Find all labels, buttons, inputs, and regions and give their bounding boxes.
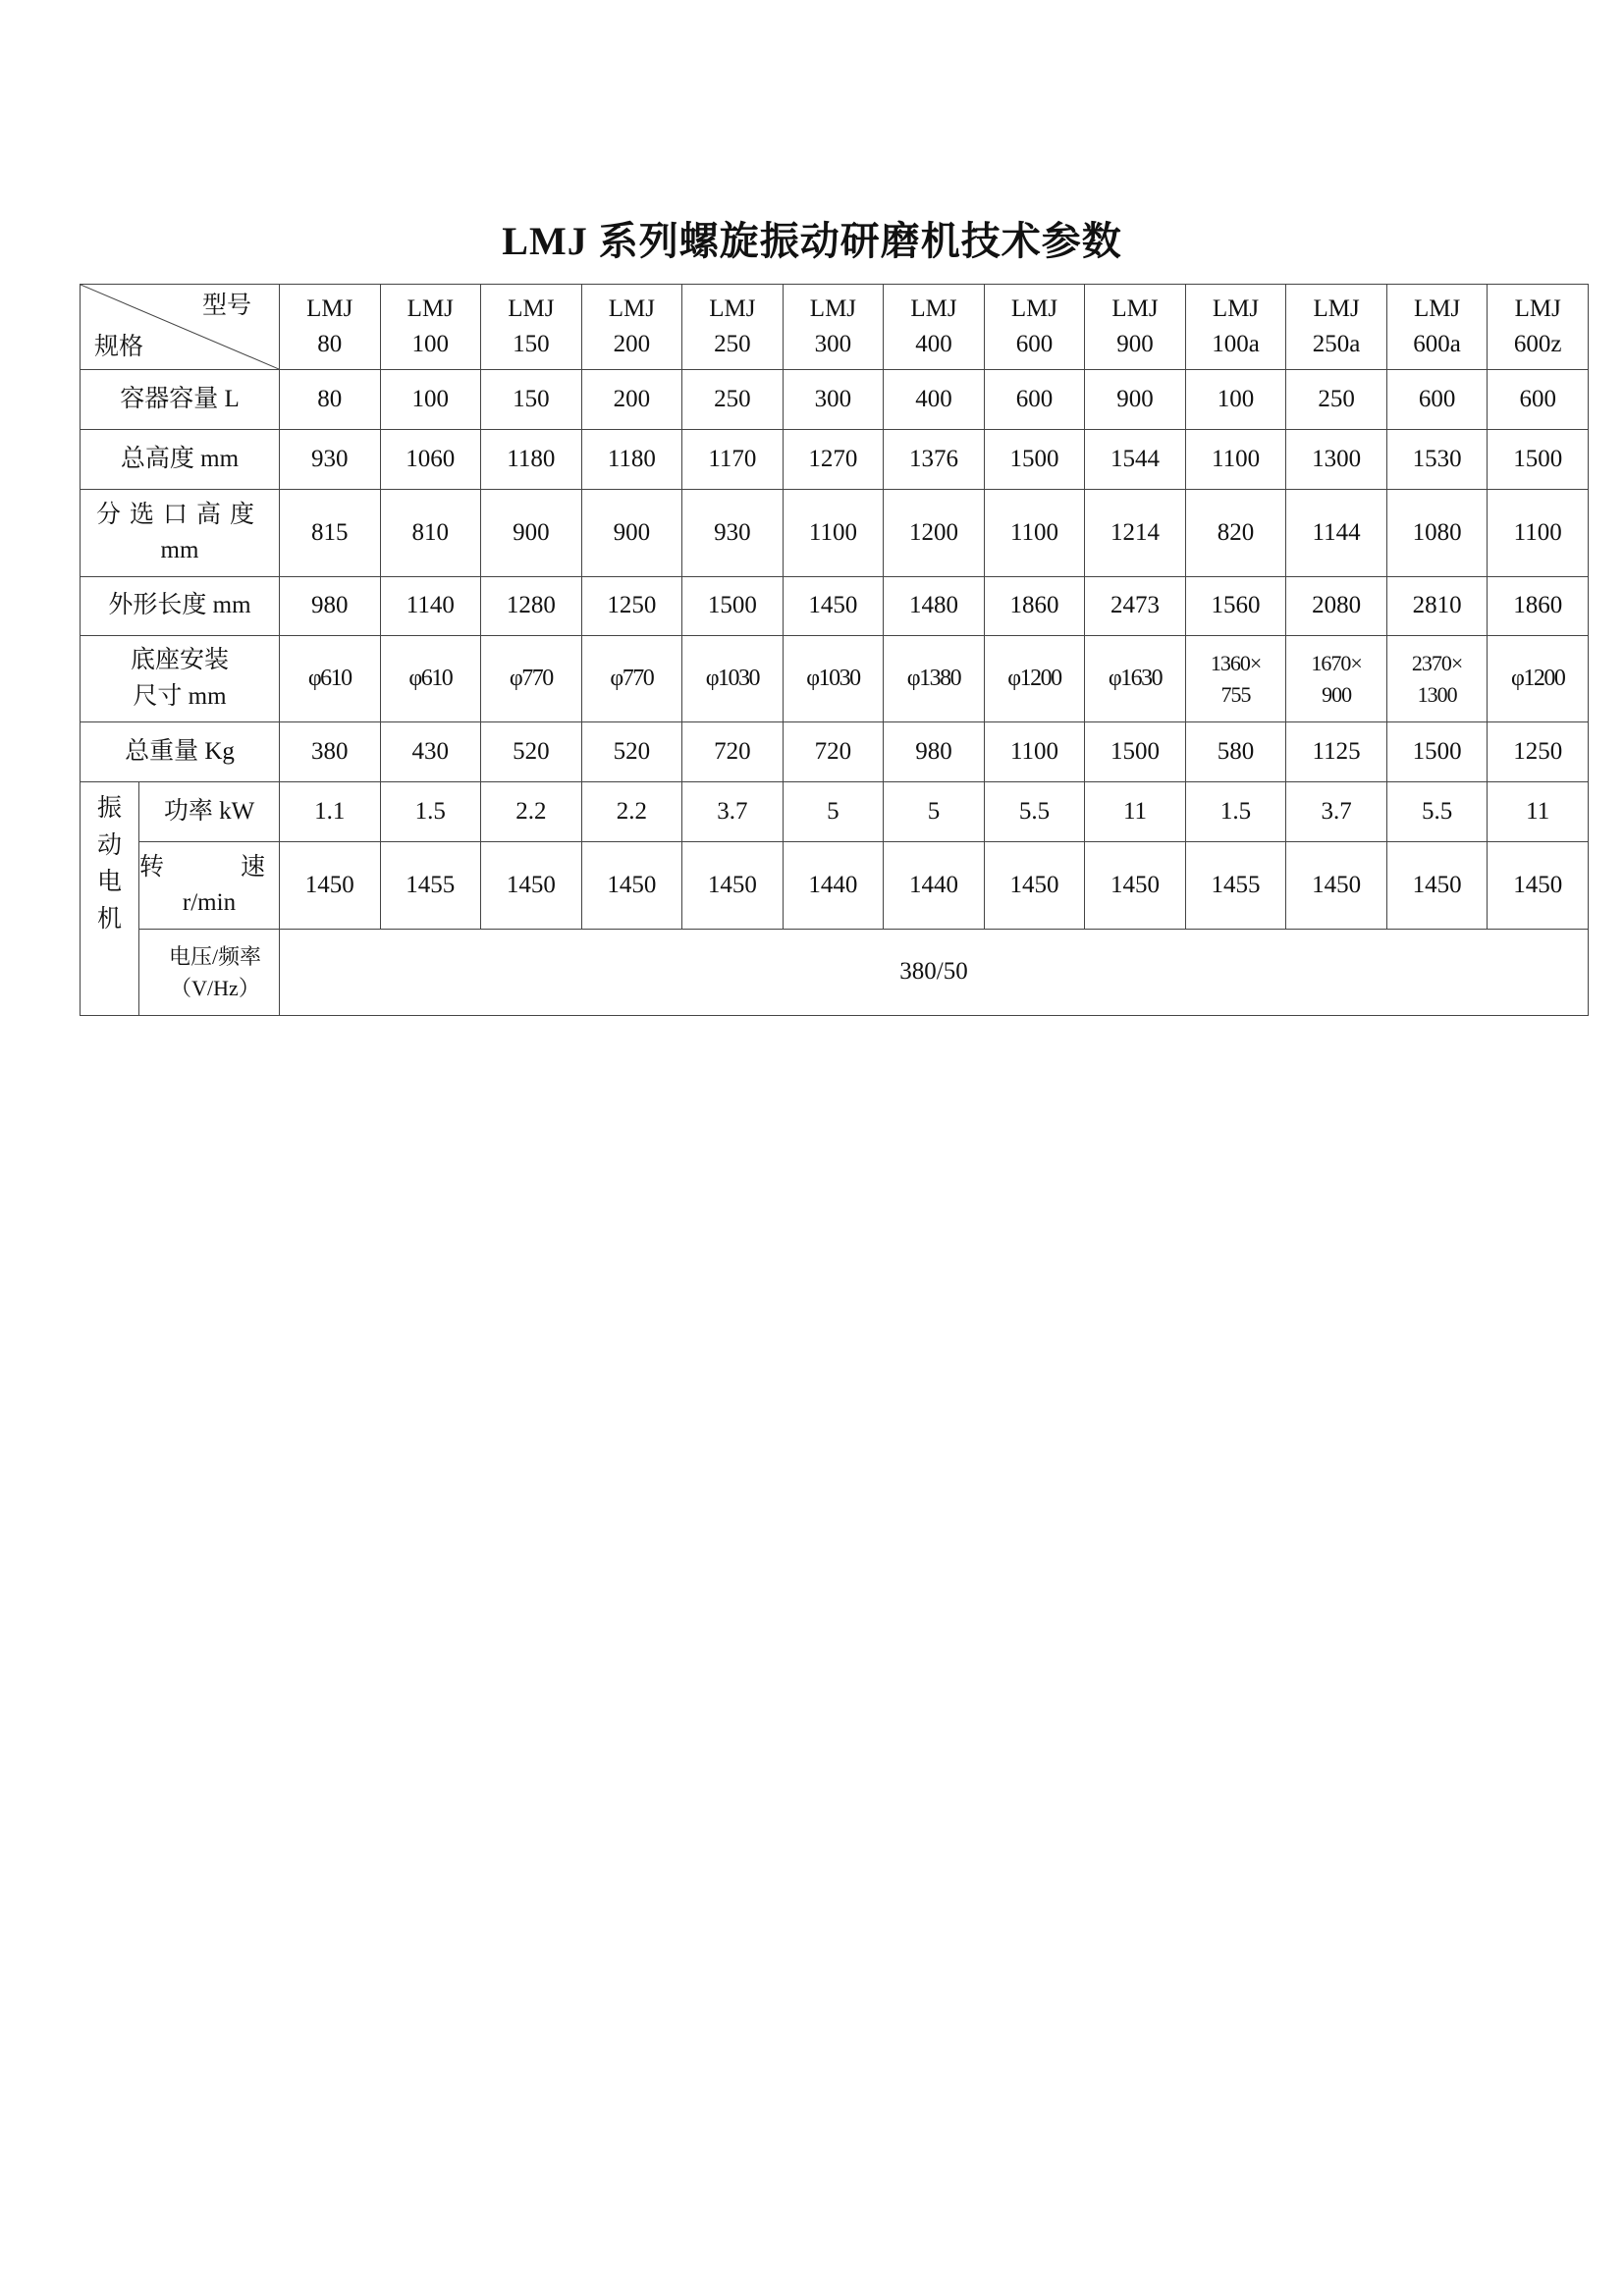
table-cell: 5 xyxy=(783,782,884,842)
table-cell: 1440 xyxy=(884,842,985,930)
table-cell: 2080 xyxy=(1286,577,1387,636)
model-header-cell xyxy=(581,285,682,370)
row-label-line1: 电压/频率 xyxy=(168,943,262,969)
model-number: 250 xyxy=(714,331,751,357)
model-prefix: LMJ xyxy=(1010,294,1058,322)
table-cell: 1.1 xyxy=(280,782,381,842)
table-cell: 1144 xyxy=(1286,490,1387,577)
table-cell: 900 xyxy=(1085,370,1186,430)
table-cell: 1500 xyxy=(1386,722,1488,782)
table-cell: 980 xyxy=(884,722,985,782)
model-prefix: LMJ xyxy=(1212,294,1260,322)
model-header-cell xyxy=(1185,285,1286,370)
model-header-cell xyxy=(1085,285,1186,370)
table-cell: 1450 xyxy=(280,842,381,930)
table-cell: 720 xyxy=(783,722,884,782)
table-cell: 1455 xyxy=(1185,842,1286,930)
model-number: 150 xyxy=(513,331,550,357)
cell-line: 755 xyxy=(1220,681,1251,707)
table-cell: 300 xyxy=(783,370,884,430)
table-cell: 930 xyxy=(280,430,381,490)
table-cell: 1280 xyxy=(481,577,582,636)
table-cell: 5 xyxy=(884,782,985,842)
table-cell: 200 xyxy=(581,370,682,430)
table-cell: 1300 xyxy=(1286,430,1387,490)
table-cell: 5.5 xyxy=(1386,782,1488,842)
table-cell: 5.5 xyxy=(984,782,1085,842)
model-number: 400 xyxy=(915,331,952,357)
table-cell: 1450 xyxy=(581,842,682,930)
table-cell: 1860 xyxy=(1488,577,1589,636)
model-number: 100a xyxy=(1212,331,1260,357)
weight-row xyxy=(81,722,1589,782)
model-header-cell xyxy=(1386,285,1488,370)
row-label: 功率 kW xyxy=(139,782,280,842)
table-cell: 1100 xyxy=(783,490,884,577)
model-number: 600 xyxy=(1015,331,1054,357)
table-cell xyxy=(1386,636,1488,722)
table-cell: 1450 xyxy=(481,842,582,930)
table-cell: 400 xyxy=(884,370,985,430)
row-label-part: 转 xyxy=(139,853,165,881)
table-cell: 600 xyxy=(1386,370,1488,430)
model-prefix: LMJ xyxy=(1111,294,1159,322)
table-cell: 1480 xyxy=(884,577,985,636)
cell-line: 2370× xyxy=(1411,650,1463,675)
table-cell: 1440 xyxy=(783,842,884,930)
header-row xyxy=(81,285,1589,370)
row-label: 外形长度 mm xyxy=(81,577,280,636)
model-header-cell xyxy=(682,285,784,370)
row-label: 容器容量 L xyxy=(81,370,280,430)
length-row xyxy=(81,577,1589,636)
model-prefix: LMJ xyxy=(1514,294,1561,322)
table-cell: φ1380 xyxy=(884,636,985,722)
model-prefix: LMJ xyxy=(406,294,454,322)
model-header-cell xyxy=(984,285,1085,370)
table-cell: 600 xyxy=(1488,370,1589,430)
table-cell: 150 xyxy=(481,370,582,430)
model-prefix: LMJ xyxy=(608,294,655,322)
table-cell: 1376 xyxy=(884,430,985,490)
model-prefix: LMJ xyxy=(1313,294,1360,322)
table-cell: 250 xyxy=(1286,370,1387,430)
table-cell: 1450 xyxy=(1085,842,1186,930)
table-cell: 1450 xyxy=(682,842,784,930)
table-cell: 100 xyxy=(1185,370,1286,430)
table-cell: 1250 xyxy=(581,577,682,636)
table-cell: φ1030 xyxy=(682,636,784,722)
table-cell: φ610 xyxy=(280,636,381,722)
table-cell: 1500 xyxy=(984,430,1085,490)
table-cell: φ770 xyxy=(481,636,582,722)
table-cell: φ610 xyxy=(380,636,481,722)
table-cell: 1450 xyxy=(984,842,1085,930)
table-cell: 1500 xyxy=(1085,722,1186,782)
motor-group-char: 振 xyxy=(96,795,122,822)
motor-group-char: 机 xyxy=(96,905,122,933)
cell-line: 1670× xyxy=(1311,650,1362,675)
table-cell: 1450 xyxy=(783,577,884,636)
table-cell: 1100 xyxy=(984,722,1085,782)
height-row xyxy=(81,430,1589,490)
table-cell: 250 xyxy=(682,370,784,430)
table-cell: 1060 xyxy=(380,430,481,490)
model-prefix: LMJ xyxy=(809,294,857,322)
table-cell: 1214 xyxy=(1085,490,1186,577)
table-cell: 520 xyxy=(581,722,682,782)
model-number: 600z xyxy=(1513,331,1562,357)
row-label xyxy=(139,842,280,930)
table-cell: 1170 xyxy=(682,430,784,490)
table-cell: 1180 xyxy=(581,430,682,490)
table-cell: 1530 xyxy=(1386,430,1488,490)
model-prefix: LMJ xyxy=(508,294,555,322)
row-label xyxy=(139,930,280,1016)
table-cell: φ1030 xyxy=(783,636,884,722)
row-label: 总重量 Kg xyxy=(81,722,280,782)
table-cell: 1560 xyxy=(1185,577,1286,636)
table-cell: 1450 xyxy=(1488,842,1589,930)
cell-line: 900 xyxy=(1322,681,1352,707)
table-cell: 1100 xyxy=(1488,490,1589,577)
model-number: 80 xyxy=(317,331,343,357)
model-header-cell xyxy=(280,285,381,370)
table-cell: 11 xyxy=(1488,782,1589,842)
table-cell: φ1630 xyxy=(1085,636,1186,722)
table-cell: 820 xyxy=(1185,490,1286,577)
voltage-value: 380/50 xyxy=(280,930,1589,1016)
model-number: 300 xyxy=(814,331,852,357)
table-cell: 1100 xyxy=(984,490,1085,577)
table-cell: 2810 xyxy=(1386,577,1488,636)
table-cell: 80 xyxy=(280,370,381,430)
model-header-cell xyxy=(884,285,985,370)
table-cell: 600 xyxy=(984,370,1085,430)
table-cell: 520 xyxy=(481,722,582,782)
table-cell: 1.5 xyxy=(380,782,481,842)
table-cell: 1270 xyxy=(783,430,884,490)
model-prefix: LMJ xyxy=(306,294,353,322)
model-prefix: LMJ xyxy=(910,294,957,322)
row-label-line2: 尺寸 mm xyxy=(133,682,227,710)
table-cell: 1125 xyxy=(1286,722,1387,782)
row-label xyxy=(81,636,280,722)
row-label-line1: 分选口高度 xyxy=(95,501,263,528)
row-label-line1: 底座安装 xyxy=(130,647,229,674)
table-cell: 2.2 xyxy=(481,782,582,842)
table-cell: 900 xyxy=(481,490,582,577)
motor-power-row xyxy=(81,782,1589,842)
model-number: 250a xyxy=(1312,331,1361,357)
row-label-part: 速 xyxy=(240,853,265,881)
table-cell: φ1200 xyxy=(984,636,1085,722)
model-number: 600a xyxy=(1413,331,1461,357)
table-cell: 1140 xyxy=(380,577,481,636)
table-cell: 2473 xyxy=(1085,577,1186,636)
model-prefix: LMJ xyxy=(1413,294,1461,322)
table-cell: φ1200 xyxy=(1488,636,1589,722)
table-cell: 930 xyxy=(682,490,784,577)
model-number: 900 xyxy=(1116,331,1154,357)
table-cell: 1200 xyxy=(884,490,985,577)
model-header-cell xyxy=(1286,285,1387,370)
table-cell: 1450 xyxy=(1386,842,1488,930)
corner-model-label: 型号 xyxy=(201,293,251,319)
table-cell xyxy=(1286,636,1387,722)
table-cell xyxy=(1185,636,1286,722)
row-label-line2: mm xyxy=(160,537,199,563)
table-cell: 1180 xyxy=(481,430,582,490)
table-cell: 1860 xyxy=(984,577,1085,636)
table-cell: 900 xyxy=(581,490,682,577)
table-cell: 1250 xyxy=(1488,722,1589,782)
motor-voltage-row xyxy=(81,930,1589,1016)
capacity-row xyxy=(81,370,1589,430)
spec-table xyxy=(80,284,1589,1016)
table-cell: 11 xyxy=(1085,782,1186,842)
table-cell: 980 xyxy=(280,577,381,636)
motor-group-char: 电 xyxy=(96,869,122,895)
table-cell: 430 xyxy=(380,722,481,782)
table-cell: 1500 xyxy=(682,577,784,636)
table-cell: 1455 xyxy=(380,842,481,930)
motor-group-label xyxy=(81,782,139,1016)
row-label xyxy=(81,490,280,577)
table-cell: 380 xyxy=(280,722,381,782)
motor-group-char: 动 xyxy=(96,831,122,859)
model-header-cell xyxy=(481,285,582,370)
table-cell: 1544 xyxy=(1085,430,1186,490)
corner-header-cell xyxy=(81,285,280,370)
base-size-row xyxy=(81,636,1589,722)
cell-line: 1360× xyxy=(1210,650,1262,675)
model-header-cell xyxy=(380,285,481,370)
outlet-height-row xyxy=(81,490,1589,577)
table-cell: 720 xyxy=(682,722,784,782)
model-number: 100 xyxy=(411,331,450,357)
table-cell: 1080 xyxy=(1386,490,1488,577)
table-cell: 1.5 xyxy=(1185,782,1286,842)
model-header-cell xyxy=(1488,285,1589,370)
row-label-line2: （V/Hz） xyxy=(170,975,260,1000)
table-cell: 3.7 xyxy=(1286,782,1387,842)
table-cell: φ770 xyxy=(581,636,682,722)
table-cell: 810 xyxy=(380,490,481,577)
table-cell: 3.7 xyxy=(682,782,784,842)
table-cell: 815 xyxy=(280,490,381,577)
table-cell: 1100 xyxy=(1185,430,1286,490)
corner-spec-label: 规格 xyxy=(94,333,144,360)
model-prefix: LMJ xyxy=(709,294,756,322)
table-cell: 1500 xyxy=(1488,430,1589,490)
model-header-cell xyxy=(783,285,884,370)
row-label: 总高度 mm xyxy=(81,430,280,490)
table-cell: 2.2 xyxy=(581,782,682,842)
model-number: 200 xyxy=(613,331,651,357)
motor-speed-row xyxy=(81,842,1589,930)
table-cell: 1450 xyxy=(1286,842,1387,930)
table-cell: 100 xyxy=(380,370,481,430)
table-cell: 580 xyxy=(1185,722,1286,782)
row-label-unit: r/min xyxy=(182,889,237,916)
page-title: LMJ 系列螺旋振动研磨机技术参数 xyxy=(502,219,1122,263)
cell-line: 1300 xyxy=(1417,681,1457,707)
